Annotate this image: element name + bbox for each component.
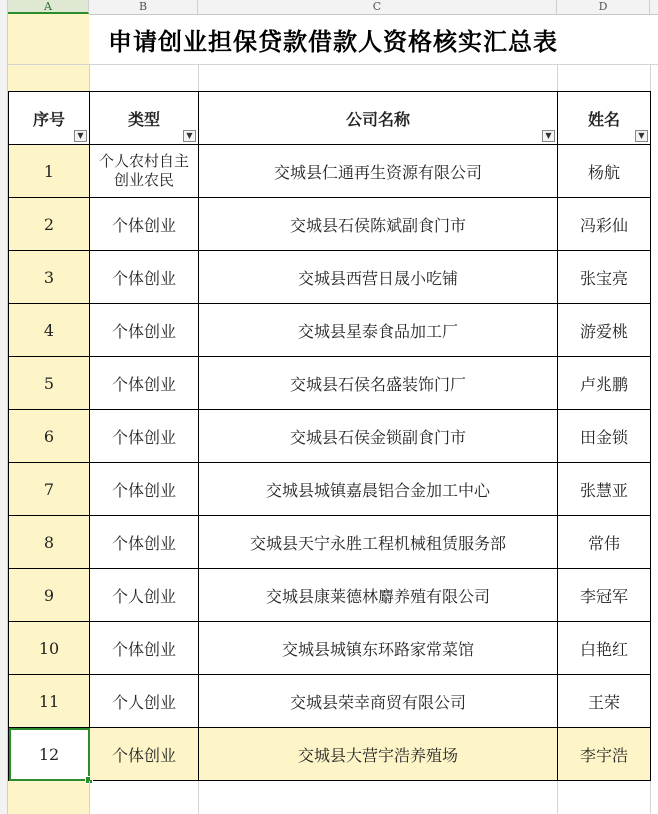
header-label: 姓名 (587, 109, 620, 129)
filter-dropdown-icon[interactable]: ▼ (635, 130, 648, 142)
cell-type[interactable]: 个体创业 (90, 516, 199, 569)
cell-type[interactable]: 个体创业 (90, 304, 199, 357)
cell-type[interactable]: 个体创业 (90, 198, 199, 251)
cell-type[interactable]: 个体创业 (90, 622, 199, 675)
cell-type[interactable]: 个人创业 (90, 569, 199, 622)
cell-name[interactable]: 游爱桃 (558, 304, 651, 357)
column-header-bar (0, 0, 658, 15)
gridline (557, 64, 558, 91)
cell-seq[interactable]: 1 (9, 145, 90, 198)
gridline (89, 781, 90, 814)
table-row (9, 622, 651, 675)
cell-seq[interactable]: 12 (9, 728, 90, 781)
cell-company[interactable]: 交城县荣幸商贸有限公司 (199, 675, 558, 728)
cell-seq[interactable]: 9 (9, 569, 90, 622)
cell-company[interactable]: 交城县石侯金锁副食门市 (199, 410, 558, 463)
cell-name[interactable]: 卢兆鹏 (558, 357, 651, 410)
gridline (198, 781, 199, 814)
gridline (8, 64, 658, 65)
filter-dropdown-icon[interactable]: ▼ (183, 130, 196, 142)
gridline (89, 64, 90, 91)
cell-seq[interactable]: 7 (9, 463, 90, 516)
cell-name[interactable]: 田金锁 (558, 410, 651, 463)
cell-seq[interactable]: 4 (9, 304, 90, 357)
cell-seq[interactable]: 11 (9, 675, 90, 728)
table-header-row (9, 92, 651, 145)
column-header-a[interactable]: A (8, 0, 89, 14)
cell-seq[interactable]: 8 (9, 516, 90, 569)
cell-name[interactable]: 王荣 (558, 675, 651, 728)
cell-type[interactable]: 个体创业 (90, 410, 199, 463)
header-label: 序号 (32, 109, 65, 129)
header-cell-seq[interactable] (9, 92, 90, 145)
column-header-c[interactable]: C (198, 0, 557, 14)
gridline (650, 781, 651, 814)
filter-dropdown-icon[interactable]: ▼ (542, 130, 555, 142)
cell-company[interactable]: 交城县天宁永胜工程机械租赁服务部 (199, 516, 558, 569)
filter-dropdown-icon[interactable]: ▼ (74, 130, 87, 142)
table-row (9, 516, 651, 569)
cell-type[interactable]: 个体创业 (90, 463, 199, 516)
table-row (9, 410, 651, 463)
table-row (9, 463, 651, 516)
cell-company[interactable]: 交城县仁通再生资源有限公司 (199, 145, 558, 198)
table-row (9, 251, 651, 304)
row-header-strip (0, 14, 8, 814)
cell-seq[interactable]: 5 (9, 357, 90, 410)
cell-seq[interactable]: 10 (9, 622, 90, 675)
cell-company[interactable]: 交城县城镇嘉晨铝合金加工中心 (199, 463, 558, 516)
gridline (557, 781, 558, 814)
header-label: 公司名称 (345, 109, 410, 129)
gridline (198, 64, 199, 91)
column-header-b[interactable]: B (89, 0, 198, 14)
cell-name[interactable]: 常伟 (558, 516, 651, 569)
cell-company[interactable]: 交城县西营日晟小吃铺 (199, 251, 558, 304)
header-cell-name[interactable] (558, 92, 651, 145)
cell-seq[interactable]: 3 (9, 251, 90, 304)
cell-type[interactable]: 个体创业 (90, 357, 199, 410)
cell-name[interactable]: 张慧亚 (558, 463, 651, 516)
table-row (9, 304, 651, 357)
cell-company[interactable]: 交城县石侯陈斌副食门市 (199, 198, 558, 251)
cell-company[interactable]: 交城县康莱德林麝养殖有限公司 (199, 569, 558, 622)
cell-company[interactable]: 交城县大营宇浩养殖场 (199, 728, 558, 781)
cell-type[interactable]: 个人农村自主创业农民 (90, 145, 199, 198)
column-header-row-selector[interactable] (0, 0, 8, 14)
cell-name[interactable]: 李冠军 (558, 569, 651, 622)
table-row (9, 198, 651, 251)
cell-seq[interactable]: 2 (9, 198, 90, 251)
cell-name[interactable]: 杨航 (558, 145, 651, 198)
table-row (9, 357, 651, 410)
header-label: 类型 (127, 109, 160, 129)
cell-name[interactable]: 白艳红 (558, 622, 651, 675)
gridline (650, 64, 651, 91)
cell-company[interactable]: 交城县石侯名盛装饰门厂 (199, 357, 558, 410)
table-row (9, 569, 651, 622)
cell-seq[interactable]: 6 (9, 410, 90, 463)
table-row (9, 675, 651, 728)
cell-name[interactable]: 李宇浩 (558, 728, 651, 781)
cell-company[interactable]: 交城县城镇东环路家常菜馆 (199, 622, 558, 675)
cell-name[interactable]: 冯彩仙 (558, 198, 651, 251)
sheet-title[interactable]: 申请创业担保贷款借款人资格核实汇总表 (108, 27, 558, 56)
data-table (8, 91, 651, 781)
column-header-d[interactable]: D (557, 0, 650, 14)
cell-type[interactable]: 个体创业 (90, 251, 199, 304)
table-row (9, 728, 651, 781)
table-row (9, 145, 651, 198)
cell-name[interactable]: 张宝亮 (558, 251, 651, 304)
cell-company[interactable]: 交城县星泰食品加工厂 (199, 304, 558, 357)
cell-type[interactable]: 个人创业 (90, 675, 199, 728)
header-cell-company[interactable] (199, 92, 558, 145)
cell-type[interactable]: 个体创业 (90, 728, 199, 781)
header-cell-type[interactable] (90, 92, 199, 145)
